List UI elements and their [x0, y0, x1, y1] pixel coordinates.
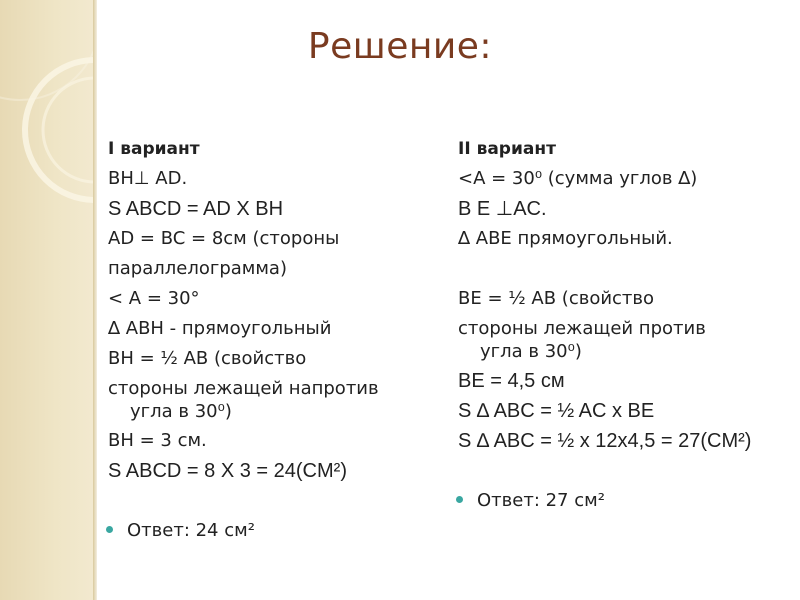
decorative-sidebar — [0, 0, 93, 600]
left-spacer — [108, 486, 438, 516]
left-line: BH⊥ AD. — [108, 168, 188, 189]
right-line: B E ⊥AC. — [458, 198, 547, 220]
bullet-icon — [106, 526, 113, 533]
right-line: <A = 30⁰ (сумма углов ∆) — [458, 168, 698, 189]
sidebar-separator — [93, 0, 97, 600]
left-line: < A = 30° — [108, 288, 200, 309]
left-column-variant-1 — [108, 134, 438, 546]
variant-2-heading: II вариант — [458, 139, 556, 159]
right-line: ∆ ABE прямоугольный. — [458, 228, 673, 249]
slide-title: Решение: — [307, 26, 493, 67]
sidebar-rings-decoration — [0, 0, 93, 600]
right-spacer — [458, 254, 788, 284]
left-answer — [106, 516, 438, 546]
left-line: BH = ½ AB (свойство — [108, 348, 307, 369]
left-line: S ABCD = 8 X 3 = 24(CM²) — [108, 460, 347, 482]
right-answer — [456, 486, 788, 516]
left-line: угла в 30⁰) — [130, 401, 232, 422]
left-line: S ABCD = AD X BH — [108, 198, 284, 220]
right-line: S ∆ ABC = ½ AC x BE — [458, 400, 655, 422]
right-answer-text: Ответ: 27 см² — [477, 490, 605, 511]
right-spacer — [458, 456, 788, 486]
left-line: AD = BC = 8см (стороны — [108, 228, 340, 249]
right-line: BE = ½ AB (свойство — [458, 288, 655, 309]
variant-1-heading: I вариант — [108, 139, 200, 159]
left-answer-text: Ответ: 24 см² — [127, 520, 255, 541]
right-line: BE = 4,5 см — [458, 370, 565, 392]
right-line: S ∆ ABC = ½ x 12x4,5 = 27(CM²) — [458, 430, 752, 452]
right-column-variant-2 — [458, 134, 788, 516]
left-line: BH = 3 см. — [108, 430, 207, 451]
right-line: стороны лежащей против — [458, 318, 706, 339]
right-line: угла в 30⁰) — [480, 341, 582, 362]
left-line: ∆ ABH - прямоугольный — [108, 318, 332, 339]
left-line: стороны лежащей напротив — [108, 378, 379, 399]
left-line: параллелограмма) — [108, 258, 287, 279]
bullet-icon — [456, 496, 463, 503]
